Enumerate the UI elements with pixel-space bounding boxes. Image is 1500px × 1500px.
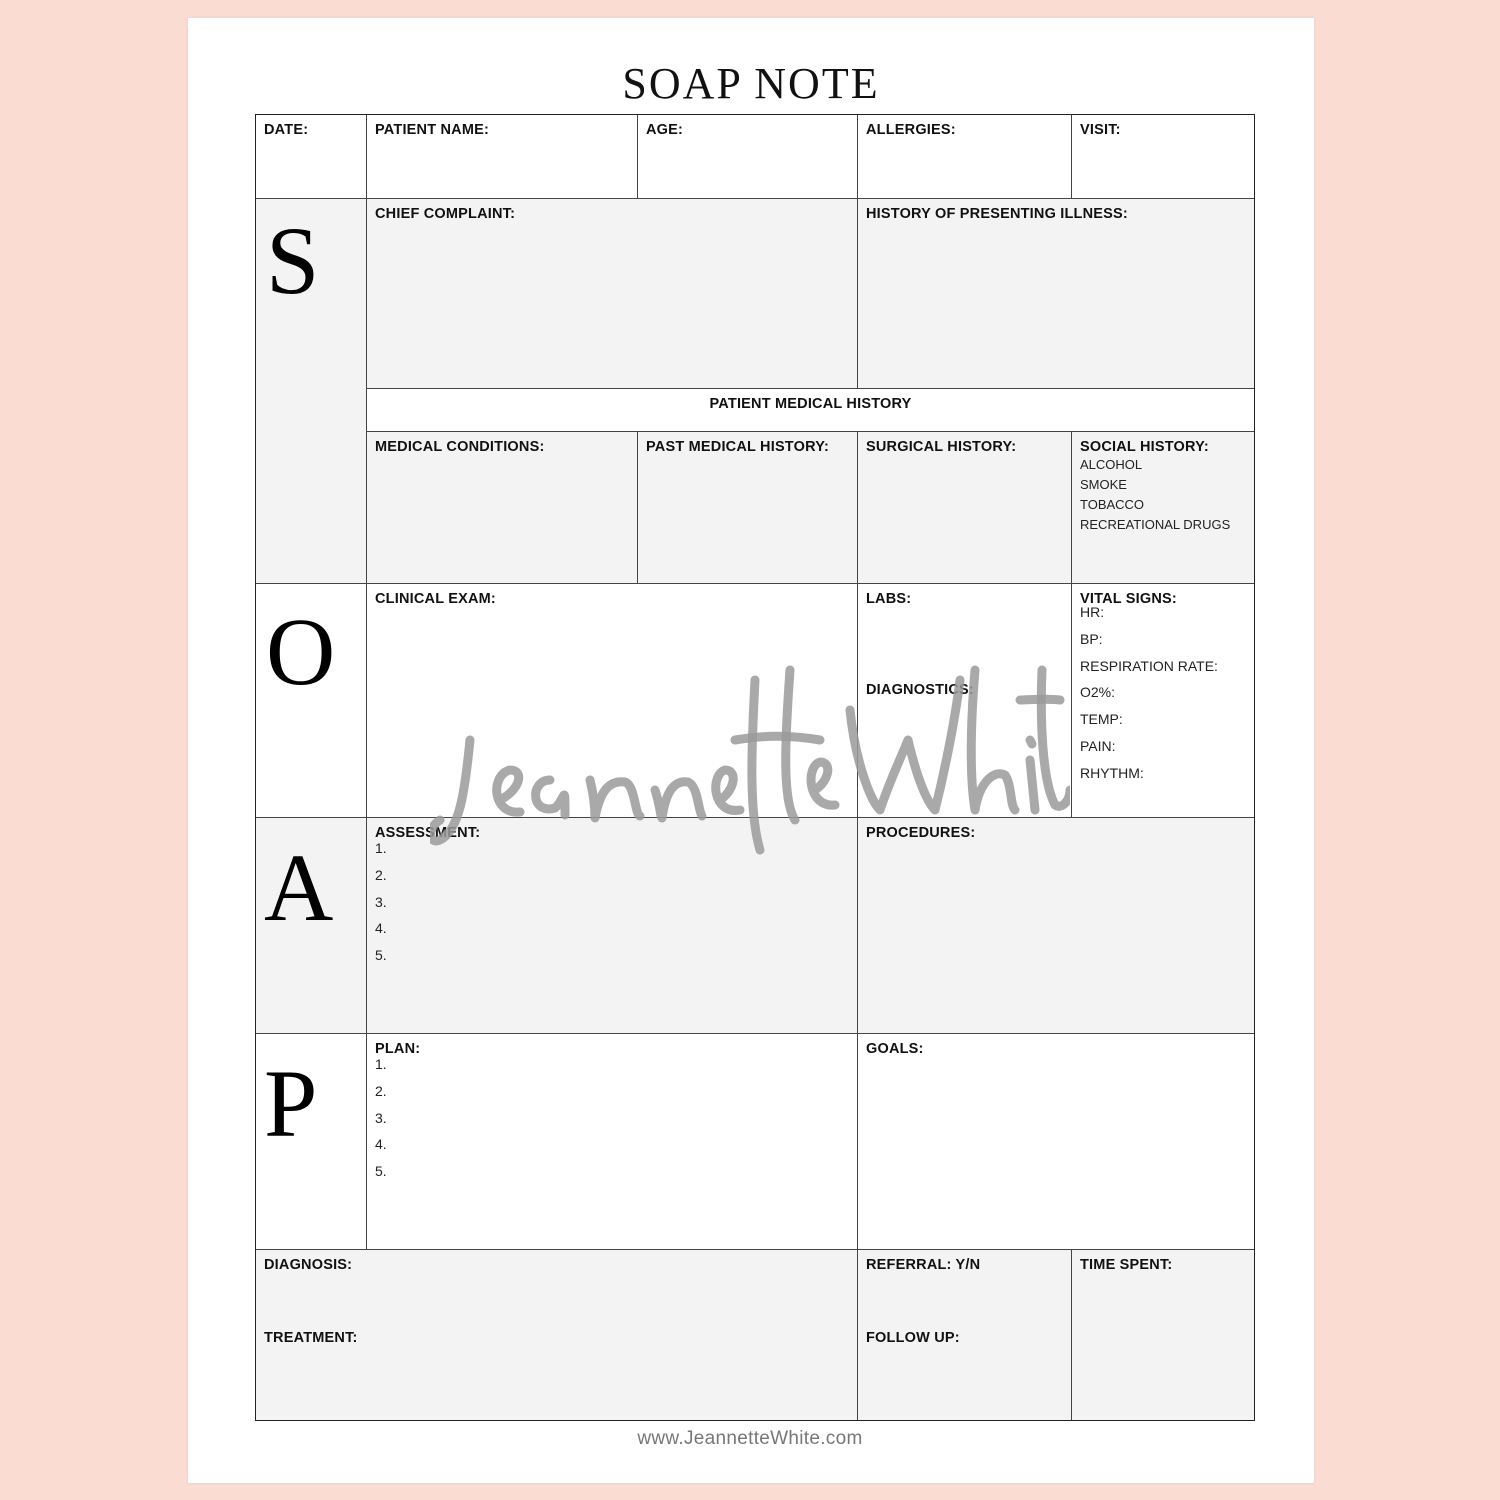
pmh-heading-label: PATIENT MEDICAL HISTORY [709, 396, 912, 412]
social-item-alcohol: ALCOHOL [1080, 457, 1143, 472]
subjective-letter: S [266, 207, 320, 314]
social-item-smoke: SMOKE [1080, 477, 1127, 492]
visit-field[interactable] [1072, 115, 1254, 199]
patient-name-label: PATIENT NAME: [375, 122, 490, 138]
assessment-item-5: 5. [375, 947, 387, 964]
vital-hr: HR: [1080, 604, 1105, 620]
vital-bp: BP: [1080, 630, 1103, 647]
assessment-letter: A [264, 834, 334, 941]
assessment-section-letter-cell [256, 818, 367, 1034]
diagnosis-treatment-field[interactable] [256, 1250, 858, 1420]
chief-complaint-field[interactable] [367, 199, 858, 389]
clinical-exam-label: CLINICAL EXAM: [375, 591, 496, 607]
vital-rhythm: RHYTHM: [1080, 764, 1144, 781]
referral-label: REFERRAL: Y/N [866, 1257, 981, 1273]
goals-label: GOALS: [866, 1041, 924, 1057]
surgical-history-label: SURGICAL HISTORY: [866, 439, 1017, 455]
plan-section-letter-cell [256, 1034, 367, 1250]
vital-signs-field[interactable] [1072, 584, 1254, 818]
social-history-field[interactable] [1072, 432, 1254, 584]
time-spent-field[interactable] [1072, 1250, 1254, 1420]
allergies-label: ALLERGIES: [866, 122, 956, 138]
footer-website[interactable]: www.JeannetteWhite.com [637, 1428, 863, 1449]
social-history-label: SOCIAL HISTORY: [1080, 439, 1209, 455]
date-field[interactable] [256, 115, 367, 199]
plan-item-2: 2. [375, 1082, 387, 1099]
plan-item-3: 3. [375, 1109, 387, 1126]
assessment-item-4: 4. [375, 920, 387, 937]
date-label: DATE: [264, 122, 309, 138]
vital-respiration-rate: RESPIRATION RATE: [1080, 657, 1218, 674]
time-spent-label: TIME SPENT: [1080, 1257, 1173, 1273]
page-title: SOAP NOTE [622, 59, 880, 108]
plan-item-4: 4. [375, 1136, 387, 1153]
patient-name-field[interactable] [367, 115, 638, 199]
objective-letter: O [266, 598, 336, 705]
procedures-field[interactable] [858, 818, 1254, 1034]
subjective-section-letter-cell [256, 199, 367, 584]
plan-field[interactable] [367, 1034, 858, 1250]
assessment-field[interactable] [367, 818, 858, 1034]
social-item-tobacco: TOBACCO [1080, 497, 1145, 512]
vital-signs-label: VITAL SIGNS: [1080, 591, 1177, 607]
labs-label: LABS: [866, 591, 912, 607]
assessment-item-3: 3. [375, 893, 387, 910]
vital-temp: TEMP: [1080, 711, 1123, 728]
social-item-recreational-drugs: RECREATIONAL DRUGS [1080, 517, 1231, 532]
medical-conditions-field[interactable] [367, 432, 638, 584]
plan-label: PLAN: [375, 1041, 421, 1057]
clinical-exam-field[interactable] [367, 584, 858, 818]
past-medical-history-field[interactable] [638, 432, 858, 584]
plan-letter: P [264, 1050, 318, 1157]
chief-complaint-label: CHIEF COMPLAINT: [375, 206, 516, 222]
hpi-label: HISTORY OF PRESENTING ILLNESS: [866, 206, 1128, 222]
objective-section-letter-cell [256, 584, 367, 818]
vital-o2: O2%: [1080, 684, 1116, 701]
soap-form-grid [255, 114, 1255, 1421]
past-medical-history-label: PAST MEDICAL HISTORY: [646, 439, 830, 455]
procedures-label: PROCEDURES: [866, 825, 976, 841]
plan-list [375, 1051, 849, 1185]
hpi-field[interactable] [858, 199, 1254, 389]
referral-follow-up-field[interactable] [858, 1250, 1072, 1420]
vital-pain: PAIN: [1080, 737, 1116, 754]
age-field[interactable] [638, 115, 858, 199]
allergies-field[interactable] [858, 115, 1072, 199]
plan-item-1: 1. [375, 1056, 387, 1072]
age-label: AGE: [646, 122, 684, 138]
diagnosis-label: DIAGNOSIS: [264, 1257, 353, 1273]
assessment-label: ASSESSMENT: [375, 825, 481, 841]
visit-label: VISIT: [1080, 122, 1121, 138]
follow-up-label: FOLLOW UP: [866, 1330, 960, 1346]
assessment-item-2: 2. [375, 866, 387, 883]
patient-medical-history-heading [367, 389, 1254, 432]
assessment-item-1: 1. [375, 840, 387, 856]
assessment-list [375, 835, 849, 969]
treatment-label: TREATMENT: [264, 1330, 358, 1346]
medical-conditions-label: MEDICAL CONDITIONS: [375, 439, 545, 455]
surgical-history-field[interactable] [858, 432, 1072, 584]
diagnostics-label: DIAGNOSTICS: [866, 682, 974, 698]
plan-item-5: 5. [375, 1163, 387, 1180]
labs-diagnostics-field[interactable] [858, 584, 1072, 818]
goals-field[interactable] [858, 1034, 1254, 1250]
